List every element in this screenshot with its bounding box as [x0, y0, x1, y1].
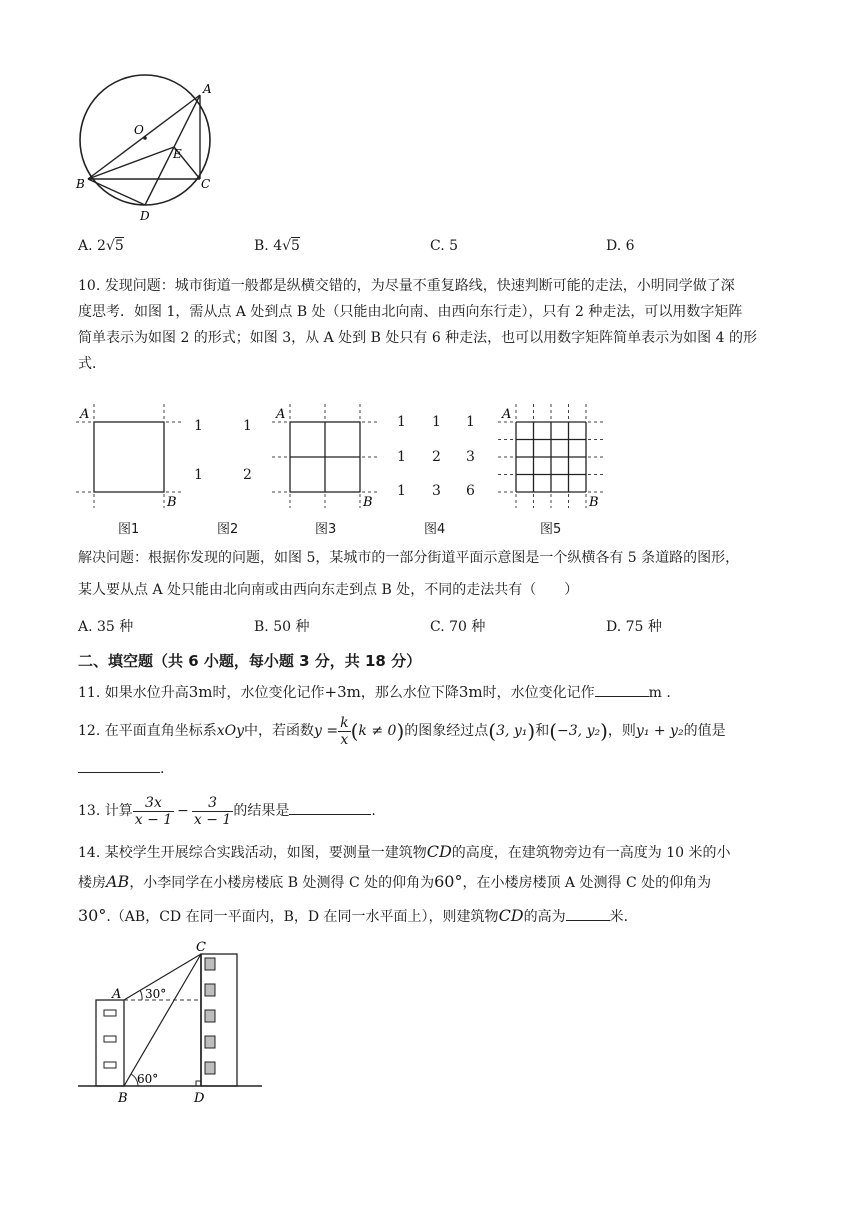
q10-caption-fig4: 图4: [424, 522, 446, 537]
q11-answer-blank[interactable]: [595, 682, 649, 697]
q10-fig2-m10: 1: [194, 467, 203, 483]
q10-line-4: 式．: [78, 356, 106, 372]
q10-line-3: 简单表示为如图 2 的形式；如图 3，从 A 处到 B 处只有 6 种走法，也可以用数字矩阵简单表示为如图 4 的形: [78, 330, 757, 346]
q10-fig4-m12: 3: [466, 449, 475, 465]
q13-fraction-2: $\frac{3}{x - 1}$: [193, 794, 232, 828]
q12-fraction: $\frac{k}{x}$: [340, 714, 349, 748]
q9-label-o: O: [134, 123, 144, 137]
q10-fig4-m11: 2: [432, 449, 441, 465]
q9-label-b: B: [76, 177, 85, 191]
q10-fig4-m22: 6: [466, 483, 475, 499]
q9-circle-figure: [70, 72, 230, 224]
q9-label-a: A: [203, 82, 212, 96]
q13: 13. 计算 $\frac{3x}{x - 1}$ − $\frac{3}{x - 1}$ 的结果是 .: [78, 794, 376, 828]
q10-fig5-label-a: A: [502, 407, 512, 422]
q12-answer-line: .: [78, 758, 164, 779]
q10-option-b[interactable]: B. 50 种: [254, 619, 310, 635]
q14-label-c: C: [196, 940, 206, 955]
q10-caption-fig3: 图3: [315, 522, 337, 537]
q14-angle-60: 60°: [137, 1072, 159, 1086]
q10-fig1-grid: [76, 404, 186, 508]
q14-angle-30: 30°: [145, 987, 167, 1001]
q10-fig4-m10: 1: [397, 449, 406, 465]
q9-label-d: D: [140, 209, 150, 223]
q13-answer-blank[interactable]: [289, 800, 371, 815]
q10-option-c[interactable]: C. 70 种: [430, 619, 486, 635]
q9-option-a[interactable]: A. 2√5: [78, 238, 124, 254]
q14-label-d: D: [194, 1091, 205, 1106]
q14-line-1: 14. 某校学生开展综合实践活动，如图，要测量一建筑物CD的高度，在建筑物旁边有一高度为 10 米的小: [78, 842, 731, 861]
q10-line-2: 度思考．如图 1，需从点 A 处到点 B 处（只能由北向南、由西向东行走），只有 2 种走法，可以用数字矩阵: [78, 304, 743, 320]
q12-answer-blank[interactable]: [78, 758, 160, 773]
q10-fig5-grid: [498, 404, 608, 508]
q14-label-b: B: [118, 1091, 128, 1106]
q10-fig3-label-a: A: [276, 407, 286, 422]
q10-fig4-m21: 3: [432, 483, 441, 499]
q10-fig2-m11: 2: [243, 467, 252, 483]
q10-caption-fig2: 图2: [217, 522, 239, 537]
q14-label-a: A: [112, 987, 122, 1002]
q14-line-3: 30°.（AB，CD 在同一平面内，B，D 在同一水平面上），则建筑物CD的高为 米．: [78, 906, 638, 925]
q10-fig4-m20: 1: [397, 483, 406, 499]
q9-option-c[interactable]: C. 5: [430, 238, 459, 254]
q10-caption-fig1: 图1: [118, 522, 140, 537]
q12: 12. 在平面直角坐标系xOy中，若函数y = $\frac{k}{x}$ (k ≠ 0)的图象经过点(3, y₁)和(−3, y₂)，则y₁ + y₂的值是: [78, 714, 726, 748]
q9-label-e: E: [173, 147, 182, 161]
q10-fig5-label-b: B: [589, 495, 599, 508]
q10-fig4-m01: 1: [432, 414, 441, 430]
q14-line-2: 楼房AB，小李同学在小楼房楼底 B 处测得 C 处的仰角为60°，在小楼房楼顶 A 处测得 C 处的仰角为: [78, 872, 712, 891]
q10-fig2-m01: 1: [243, 418, 252, 434]
q10-caption-fig5: 图5: [540, 522, 562, 537]
q10-line-1: 10. 发现问题：城市街道一般都是纵横交错的，为尽量不重复路线，快速判断可能的走法，小明同学做了深: [78, 278, 735, 294]
q10-fig4-m02: 1: [466, 414, 475, 430]
section-2-title: 二、填空题（共 6 小题，每小题 3 分，共 18 分）: [78, 652, 422, 670]
q10-option-d[interactable]: D. 75 种: [606, 619, 662, 635]
q10-fig1-label-a: A: [80, 407, 90, 422]
q14-building-figure: [74, 938, 264, 1108]
q10-fig3-grid: [272, 404, 382, 508]
q10-solve-line-2: 某人要从点 A 处只能由北向南或由西向东走到点 B 处，不同的走法共有（ ）: [78, 582, 579, 598]
q14-answer-blank[interactable]: [566, 906, 610, 921]
q10-option-a[interactable]: A. 35 种: [78, 619, 134, 635]
q9-option-b[interactable]: B. 4√5: [254, 238, 300, 254]
q13-fraction-1: $\frac{3x}{x - 1}$: [134, 794, 173, 828]
q10-fig4-m00: 1: [397, 414, 406, 430]
q10-fig3-label-b: B: [363, 495, 373, 508]
q10-fig2-m00: 1: [194, 418, 203, 434]
q9-option-d[interactable]: D. 6: [606, 238, 635, 254]
q9-label-c: C: [201, 177, 211, 191]
q10-solve-line-1: 解决问题：根据你发现的问题，如图 5，某城市的一部分街道平面示意图是一个纵横各有 5 条道路的图形，: [78, 550, 740, 566]
q11: 11. 如果水位升高3m时，水位变化记作+3m，那么水位下降3m时，水位变化记作 m .: [78, 683, 671, 701]
q10-fig1-label-b: B: [167, 495, 177, 508]
